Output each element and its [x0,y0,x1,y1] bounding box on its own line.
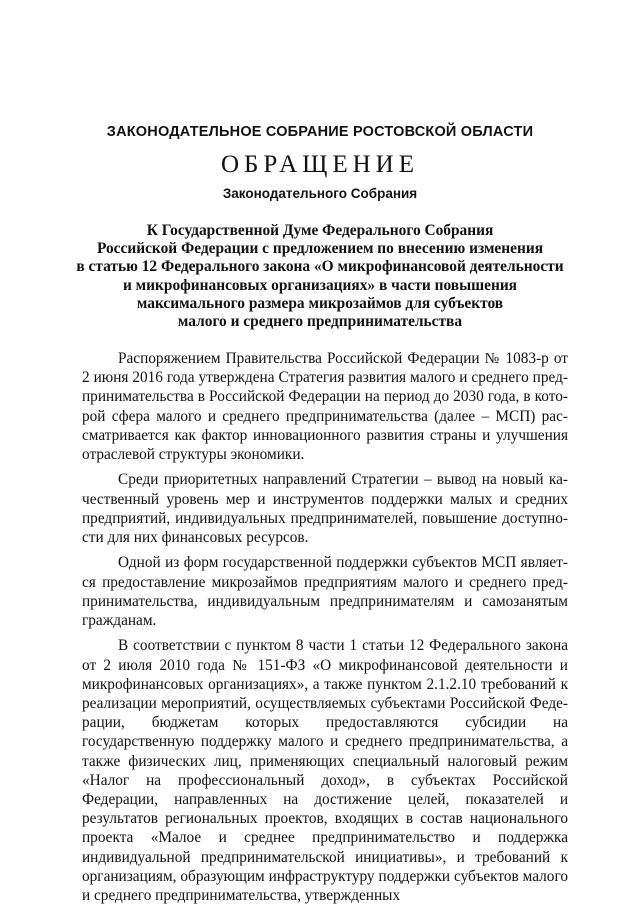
document-body [82,349,568,911]
body-paragraph: Распоряжением Правительства Российской Федерации № 1083-р от 2 июня 2016 года утверждена Стратегия развития малого и среднего предпринимательства в Российской Федерации на период до 2030 года, в которой сфера малого и среднего предпринимательства (далее – МСП) рассматривается как фактор инновационного развития страны и улучшения отраслевой структуры экономики. [82,350,568,464]
addressee-line: К Государственной Думе Федерального Собрания [146,222,494,239]
organization-header: ЗАКОНОДАТЕЛЬНОЕ СОБРАНИЕ РОСТОВСКОЙ ОБЛАСТИ [106,124,534,140]
document-subtitle: Законодательного Собрания [222,186,418,201]
addressee-line: малого и среднего предпринимательства [177,313,463,331]
addressee-line: и микрофинансовых организациях» в части повышения [122,276,518,294]
body-paragraph: Среди приоритетных направлений Стратегии – вывод на новый качественный уровень мер и инструментов поддержки малых и средних предприятий, индивидуальных предпринимателей, повышение доступности для них финансовых ресурсов. [82,471,568,547]
addressee-line: максимального размера микрозаймов для субъектов [136,294,504,312]
addressee-block [40,222,600,331]
addressee-line: Российской Федерации с предложением по внесению изменения [96,240,544,258]
addressee-line: в статью 12 Федерального закона «О микрофинансовой деятельности [76,258,564,276]
body-paragraph: Одной из форм государственной поддержки субъектов МСП является предоставление микрозаймов предприятиям малого и среднего предпринимательства, индивидуальным предпринимателям и самозанятым гражданам. [82,554,568,630]
document-type-title: ОБРАЩЕНИЕ [220,151,420,178]
body-paragraph: В соответствии с пунктом 8 части 1 статьи 12 Федерального закона от 2 июля 2010 года № 151-ФЗ «О микрофинансовой деятельности и микрофинансовых организациях», а также пунктом 2.1.2.10 требований к реализации мероприятий, осуществляемых субъектами Российской Федерации, бюджетам которых предоставляются субсидии на государственную поддержку малого и среднего предпринимательства, а также физических лиц, применяющих специальный налоговый режим «Налог на профессиональный доход», в субъектах Российской Федерации, направленных на достижение целей, показателей и результатов региональных проектов, входящих в состав национального проекта «Малое и среднее предпринимательство и поддержка индивидуальной предпринимательской инициативы», и требований к организациям, образующим инфраструктуру поддержки субъектов малого и среднего предпринимательства, утвержденных [82,637,568,905]
